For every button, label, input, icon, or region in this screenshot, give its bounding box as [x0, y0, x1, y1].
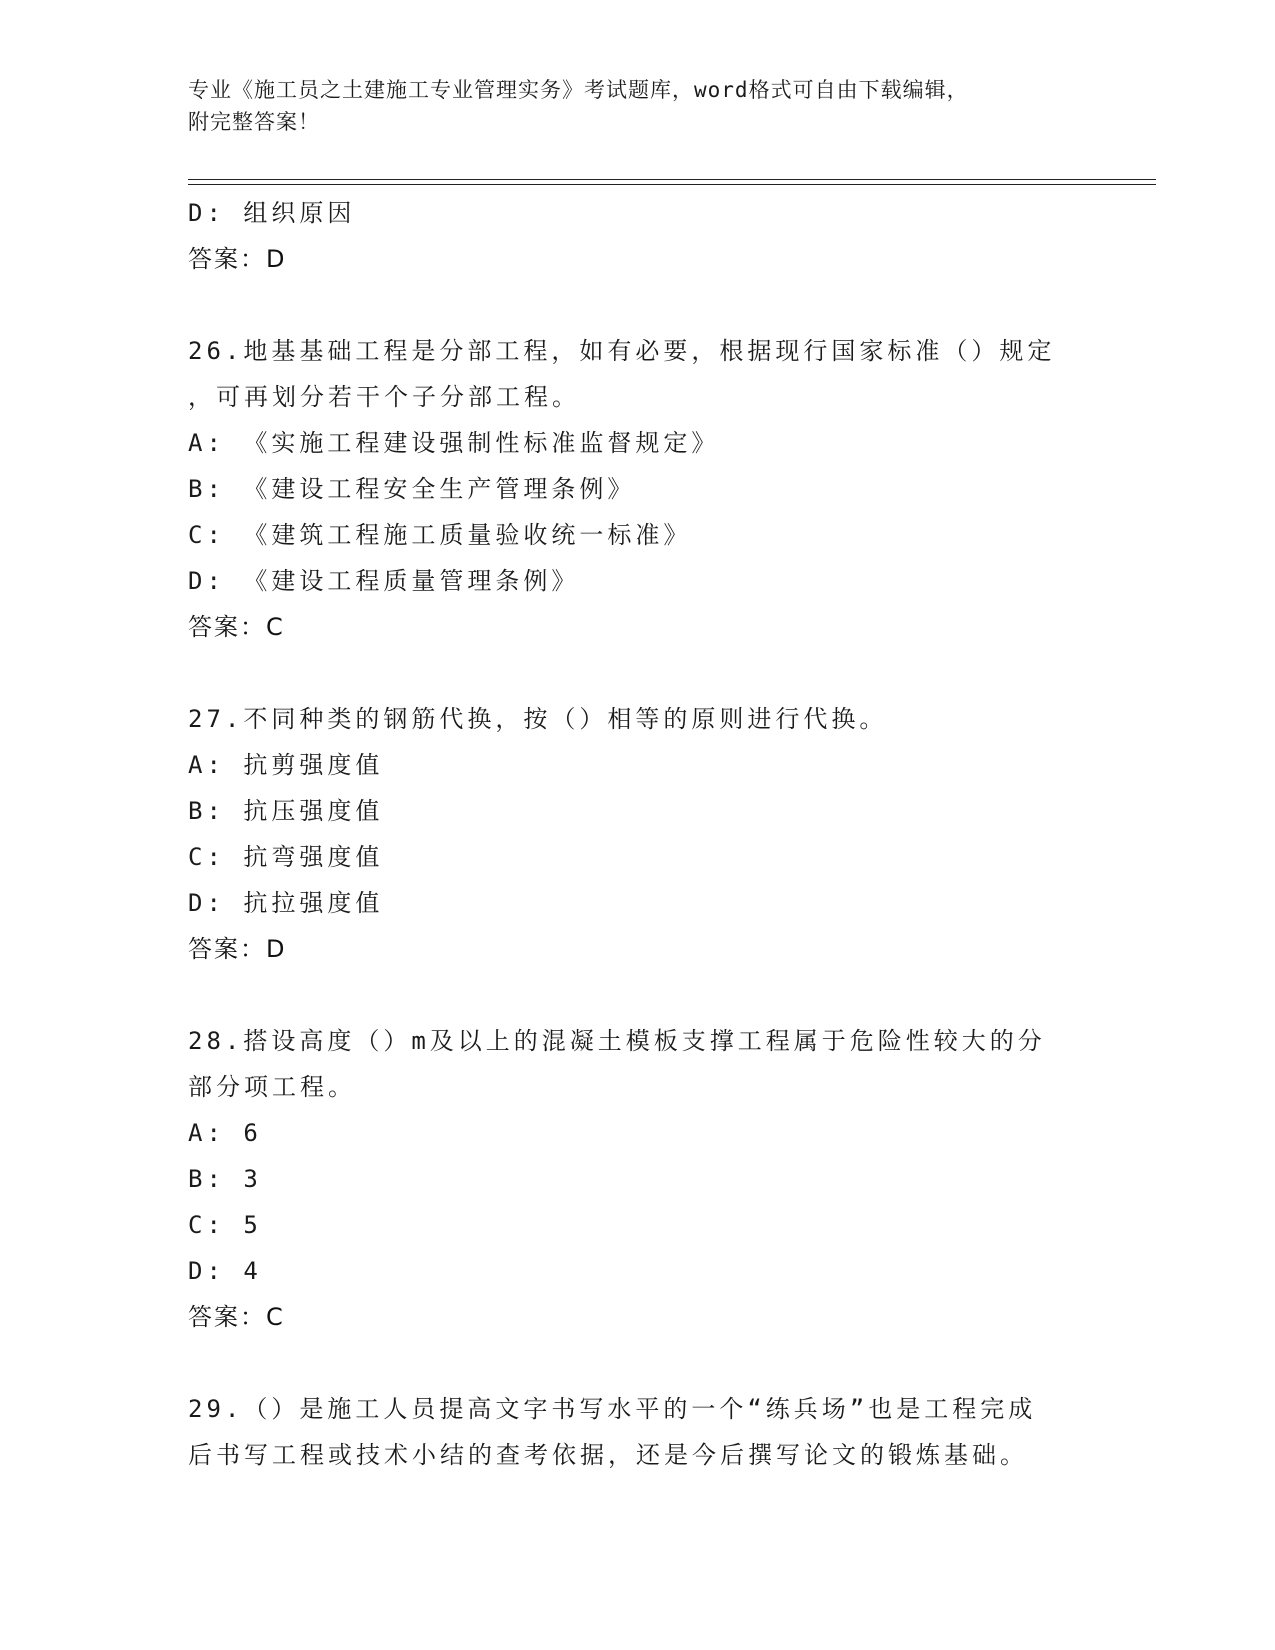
question-29 [188, 1386, 1088, 1478]
spacer [188, 650, 1088, 696]
question-26 [188, 328, 1088, 650]
option-b: B: 3 [188, 1165, 262, 1193]
option-b: B: 抗压强度值 [188, 797, 384, 825]
answer: 答案：D [188, 935, 287, 963]
option-b: B: 《建设工程安全生产管理条例》 [188, 475, 636, 503]
spacer [188, 282, 1088, 328]
header-line-1: 专业《施工员之土建施工专业管理实务》考试题库，word格式可自由下载编辑， [188, 78, 969, 102]
question-27 [188, 696, 1088, 972]
document-header [188, 74, 1088, 138]
question-28 [188, 1018, 1088, 1340]
spacer [188, 972, 1088, 1018]
question-stem: 27.不同种类的钢筋代换，按（）相等的原则进行代换。 [188, 705, 888, 733]
question-stem-continued: 部分项工程。 [188, 1073, 356, 1101]
prev-option-d: D: 组织原因 [188, 199, 356, 227]
option-c: C: 《建筑工程施工质量验收统一标准》 [188, 521, 692, 549]
option-c: C: 5 [188, 1211, 262, 1239]
prev-answer: 答案：D [188, 245, 287, 273]
option-a: A: 《实施工程建设强制性标准监督规定》 [188, 429, 720, 457]
question-stem: 29.（）是施工人员提高文字书写水平的一个“练兵场”也是工程完成 [188, 1395, 1037, 1423]
option-d: D: 抗拉强度值 [188, 889, 384, 917]
option-c: C: 抗弯强度值 [188, 843, 384, 871]
option-d: D: 《建设工程质量管理条例》 [188, 567, 580, 595]
option-a: A: 抗剪强度值 [188, 751, 384, 779]
header-divider-top [188, 179, 1156, 180]
option-d: D: 4 [188, 1257, 262, 1285]
question-stem: 26.地基基础工程是分部工程，如有必要，根据现行国家标准（）规定 [188, 337, 1056, 365]
answer: 答案：C [188, 1303, 285, 1331]
question-stem-continued: 后书写工程或技术小结的查考依据，还是今后撰写论文的锻炼基础。 [188, 1441, 1028, 1469]
spacer [188, 1340, 1088, 1386]
answer: 答案：C [188, 613, 285, 641]
header-line-2: 附完整答案！ [188, 110, 320, 134]
question-stem: 28.搭设高度（）m及以上的混凝土模板支撑工程属于危险性较大的分 [188, 1027, 1046, 1055]
question-stem-continued: ，可再划分若干个子分部工程。 [188, 383, 580, 411]
option-a: A: 6 [188, 1119, 262, 1147]
question-content [188, 190, 1088, 1478]
header-divider-bottom [188, 184, 1156, 185]
